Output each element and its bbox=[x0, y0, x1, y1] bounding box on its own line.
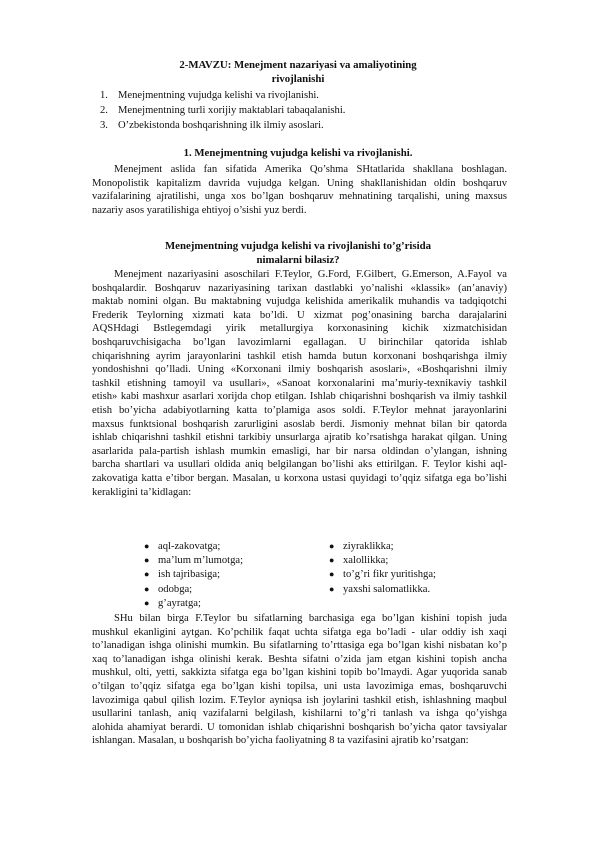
section-2-heading bbox=[120, 239, 476, 267]
paragraph-line: barcha shartlari va usullari oldida aniq belgilangan bo’lishi aks ettirilgan. F. Teylor kishi aql- bbox=[92, 459, 507, 471]
bullet-icon: ● bbox=[144, 569, 150, 580]
list-item bbox=[144, 567, 243, 581]
paragraph-line: AQSHdagi Bstlegemdagi yirik metallurgiya korxonasining kichik xizmatchisidan bbox=[92, 323, 507, 335]
page-title bbox=[120, 58, 476, 86]
list-item-text: odobga; bbox=[158, 583, 193, 595]
paragraph-line: mushkul ekanligini aytgan. Ko’pchilik faqat uchta sifatga ega bo’ladi - ular oddiy ish xaqi bbox=[92, 626, 507, 638]
qualities-list-right bbox=[329, 539, 436, 596]
list-item-text: yaxshi salomatlikka. bbox=[343, 583, 431, 595]
list-item-text: ziyraklikka; bbox=[343, 541, 394, 552]
list-item bbox=[144, 553, 243, 567]
paragraph-line: usullarini tanlash, aniq vazifalarni belgilash, kishilarni to’g’ri tanlash va ishga qo’yishga bbox=[92, 708, 507, 720]
bullet-icon: ● bbox=[329, 569, 335, 580]
list-item bbox=[329, 582, 436, 596]
paragraph-line: SHu bilan birga F.Teylor bu sifatlarning barchasiga ega bo’lgan kishini topish juda bbox=[114, 613, 507, 624]
paragraph-line: tashkil etishning tamoyil va usullari», «Sanoat korxonalarini ma’muriy-texnikaviy tashkil bbox=[92, 377, 507, 389]
topic-item bbox=[100, 118, 345, 133]
paragraph-2 bbox=[92, 268, 507, 499]
bullet-icon: ● bbox=[144, 555, 150, 566]
paragraph-line: maxsus funktsional boshqarish zarurligini asoslab berdi. Jismoniy mehnat bilan bir qatorda bbox=[92, 418, 507, 430]
list-item-text: xalollikka; bbox=[343, 555, 389, 567]
bullet-icon: ● bbox=[144, 541, 150, 551]
paragraph-line: Menejment nazariyasini asoschilari F.Teylor, G.Ford, F.Gilbert, G.Emerson, A.Fayol va bbox=[114, 269, 507, 280]
paragraph-line: Menejment aslida fan sifatida Amerika Qo’shma SHtatlarida shakllana boshlagan. bbox=[114, 164, 507, 175]
list-item-text: to’g’ri fikr yuritishga; bbox=[343, 569, 436, 581]
paragraph-line: boshqalardir. Boshqaruv nazariyasining tarixan dastlabki yo’nalishi «klassik» (an’anaviy) bbox=[92, 282, 507, 294]
paragraph-line: asarlarida pala-partish ishlash mumkin emasligi, har bir narsa oldindan o’ylangan, ishning bbox=[92, 445, 507, 457]
topic-item bbox=[100, 88, 345, 103]
list-item-text: g’ayratga; bbox=[158, 597, 201, 609]
topic-number: 1. bbox=[100, 90, 108, 101]
topic-text: Menejmentning turli xorijiy maktablari tabaqalanishi. bbox=[118, 105, 346, 116]
paragraph-line: etish bo’yicha adabiyotlarning katta to’plamiga asos soldi. F.Teylor mehnat jarayonlarini bbox=[92, 404, 507, 416]
section-1-heading: 1. Menejmentning vujudga kelishi va rivojlanishi. bbox=[183, 147, 413, 159]
list-item-text: ma’lum m’lumotga; bbox=[158, 555, 244, 567]
paragraph-line: Frederik Teylorning xizmati kata bo’ldi. U xizmat pog’onasining barcha darajalarini bbox=[92, 309, 507, 321]
list-item bbox=[144, 596, 243, 610]
topic-number: 3. bbox=[100, 120, 108, 131]
paragraph-line: boshqaruvchisigacha bo’lgan lavozimlarni egallagan. U birinchilar qatorida ishlab bbox=[92, 336, 507, 348]
topics-list bbox=[100, 88, 345, 133]
topic-text: O’zbekistonda boshqarishning ilk ilmiy asoslari. bbox=[118, 120, 324, 131]
list-item bbox=[144, 582, 243, 596]
title-line-1: 2-MAVZU: Menejment nazariyasi va amaliyotining bbox=[179, 59, 417, 71]
bullet-icon: ● bbox=[144, 597, 150, 608]
paragraph-line: Monopolistik kapitalizm davrida vujudga kelgan. Uning shakllanishidan oldin boshqaruv bbox=[92, 177, 507, 189]
topic-item bbox=[100, 103, 345, 118]
list-item bbox=[329, 553, 436, 567]
paragraph-line: o’tilgan to’qqiz sifatga ega bo’lgan kishi topilsa, uni usta lavozimiga emas, boshqaruvchi bbox=[92, 680, 507, 692]
list-item bbox=[329, 567, 436, 581]
paragraph-line: mushkul, olti, yetti, sakkizta sifatga ega bo’lgan kishini topib bo’lmaydi. Agar yuqorida sanab bbox=[92, 667, 507, 679]
paragraph-line: chiqarishning ayrim jarayonlarini tashkil etish hamda butun korxonani boshqarishga ilmiy bbox=[92, 350, 507, 362]
section-2-heading-line-1: Menejmentning vujudga kelishi va rivojlanishi to’g’risida bbox=[164, 240, 432, 252]
paragraph-line: lavozimiga qabul qilish lozim. F.Teylor ayniqsa ish joylarini tashkil etish, ishlashning maqbul bbox=[92, 694, 507, 706]
list-item-text: ish tajribasiga; bbox=[158, 569, 221, 581]
paragraph-line: zakovatiga katta e’tibor bergan. Masalan, u korxona ustasi quyidagi to’qqiz sifatga ega bo’lishi bbox=[92, 472, 507, 484]
list-item-text: aql-zakovatga; bbox=[158, 541, 221, 552]
paragraph-line: xaq to’lanadigan ishga olinishi kerak. Beshta sifatni o’zida jam etgan kishini topish ancha bbox=[92, 653, 507, 665]
paragraph-line: maktab nomini olgan. Bu maktabning vujudga kelishida amerikalik muhandis va tadqiqotchi bbox=[92, 296, 507, 308]
qualities-list-left bbox=[144, 539, 243, 610]
bullet-icon: ● bbox=[329, 583, 335, 594]
list-item bbox=[144, 539, 243, 553]
paragraph-line: to’lanadigan ishga olinishi mumkin. Bu sifatlarning to’rttasiga ega bo’lgan kishi nisbatan ko’p bbox=[92, 640, 507, 652]
paragraph-line: alohida ahamiyat berardi. U tomonidan ishlab chiqarishni boshqarish bo’yicha qator tavsiyalar bbox=[92, 721, 507, 733]
paragraph-line: ishlangan. Masalan, u boshqarish bo’yicha faoliyatning 8 ta vazifasini ajratib ko’rsatgan: bbox=[92, 735, 469, 747]
list-item bbox=[329, 539, 436, 553]
topic-text: Menejmentning vujudga kelishi va rivojlanishi. bbox=[118, 90, 319, 101]
bullet-icon: ● bbox=[329, 555, 335, 566]
paragraph-line: etish» kabi mashxur asarlari xorijda chop etilgan. Ishlab chiqarishni boshqarish va ilmiy tashkil bbox=[92, 391, 507, 403]
bullet-icon: ● bbox=[144, 583, 150, 594]
paragraph-line: nazariy asos yaratilishiga ehtiyoj o’sishi yuz berdi. bbox=[92, 204, 307, 216]
section-2-heading-line-2: nimalarni bilasiz? bbox=[256, 254, 340, 266]
topic-number: 2. bbox=[100, 105, 108, 116]
paragraph-line: ishlab chiqarishni tashkil etishni tarkibiy unsurlarga ajratib ko’rsatishga harakat qilgan. Uning bbox=[92, 432, 507, 444]
paragraph-line: kerakligini ta’kidlagan: bbox=[92, 486, 192, 498]
paragraph-line: yondoshishni qo’lladi. Uning «Korxonani ilmiy boshqarish asoslari», «Boshqarishni ilmiy bbox=[92, 364, 507, 376]
bullet-icon: ● bbox=[329, 541, 335, 551]
paragraph-1 bbox=[92, 163, 507, 217]
paragraph-3 bbox=[92, 612, 507, 748]
paragraph-line: vazifalarining ajratilishi, unga xos bo’lgan boshqaruv mehnatining tarqalishi, uning maxsus bbox=[92, 191, 507, 203]
title-line-2: rivojlanishi bbox=[271, 73, 325, 85]
